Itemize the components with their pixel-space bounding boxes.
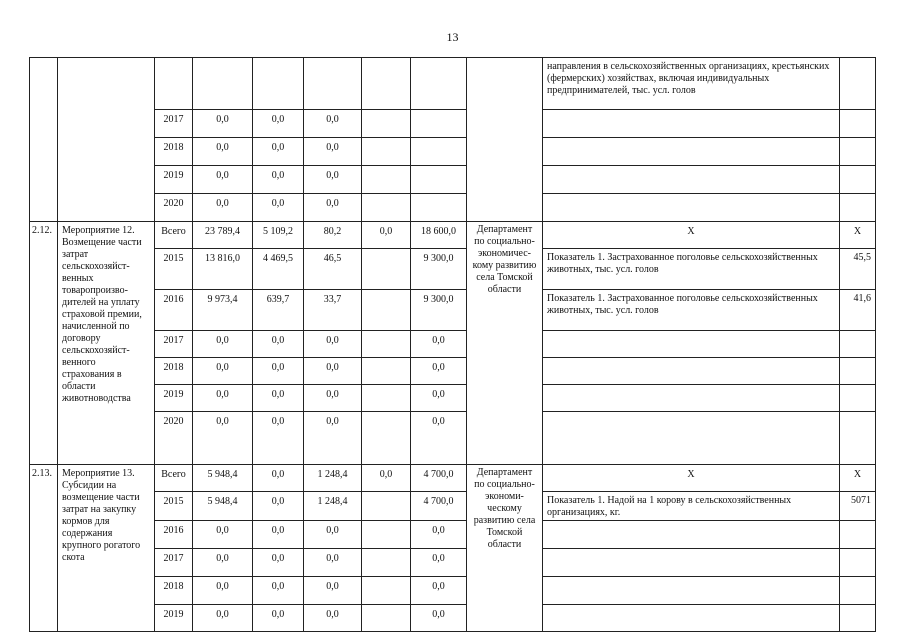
indicator-cell [543,358,840,385]
indicator-value: 45,5 [840,249,876,290]
value-cell: 0,0 [304,194,362,222]
value-cell: 0,0 [304,166,362,194]
year-cell: Всего [155,465,193,492]
value-cell [362,577,411,605]
indicator-cell [543,331,840,358]
indicator-cell [543,412,840,465]
value-cell: 0,0 [411,577,467,605]
value-cell: 0,0 [253,492,304,521]
table-row [30,138,876,166]
value-cell [362,290,411,331]
table-row [30,358,876,385]
value-cell: 0,0 [253,194,304,222]
value-cell: 0,0 [193,605,253,632]
year-cell: 2015 [155,492,193,521]
value-cell: 0,0 [304,331,362,358]
value-cell: 5 109,2 [253,222,304,249]
table-row [30,521,876,549]
value-cell: 5 948,4 [193,492,253,521]
value-cell: 0,0 [253,138,304,166]
indicator-value: X [840,465,876,492]
value-cell: 0,0 [304,385,362,412]
value-cell: 0,0 [304,605,362,632]
value-cell: 0,0 [411,521,467,549]
value-cell: 0,0 [253,358,304,385]
year-cell: 2019 [155,385,193,412]
value-cell [362,358,411,385]
indicator-value [840,605,876,632]
indicator-cell [543,521,840,549]
indicator-cell [543,577,840,605]
table-row [30,492,876,521]
indicator-value: 5071 [840,492,876,521]
table-row [30,465,876,492]
measure-number: 2.12. [30,222,58,465]
value-cell: 0,0 [362,465,411,492]
indicator-value [840,412,876,465]
indicator-cell: X [543,465,840,492]
value-cell: 0,0 [304,549,362,577]
value-cell [362,521,411,549]
measure-name: Мероприятие 12. Возмещение части затрат сельскохозяйст-венных товаропроизво-дителей на уплату страховой премии, начисленной по договору сельскохозяйст-венного страхования в области животноводства [58,222,155,465]
value-cell: 0,0 [304,358,362,385]
table-row [30,222,876,249]
value-cell [362,605,411,632]
value-cell: 4 700,0 [411,465,467,492]
indicator-cell [543,605,840,632]
indicator-value: X [840,222,876,249]
program-table [29,57,876,632]
year-cell: 2018 [155,138,193,166]
value-cell: 0,0 [253,605,304,632]
indicator-cell: Показатель 1. Застрахованное поголовье сельскохозяйственных животных, тыс. усл. голов [543,290,840,331]
value-cell: 0,0 [253,110,304,138]
table-row [30,166,876,194]
value-cell: 0,0 [193,577,253,605]
table-row [30,290,876,331]
value-cell: 0,0 [193,138,253,166]
indicator-cell: Показатель 1. Надой на 1 корову в сельскохозяйственных организациях, кг. [543,492,840,521]
num-cell [30,58,58,222]
table-row [30,331,876,358]
year-cell: Всего [155,222,193,249]
value-cell: 0,0 [304,412,362,465]
value-cell: 0,0 [193,166,253,194]
value-cell: 80,2 [304,222,362,249]
name-cell [58,58,155,222]
table-row [30,412,876,465]
table-row [30,605,876,632]
indicator-value [840,521,876,549]
value-cell [362,385,411,412]
indicator-cell [543,385,840,412]
department-cell: Департамент по социально-экономичес-кому развитию села Томской области [467,222,543,465]
value-cell [362,549,411,577]
year-cell: 2016 [155,290,193,331]
value-cell: 0,0 [411,358,467,385]
value-cell: 0,0 [253,577,304,605]
value-cell: 0,0 [253,465,304,492]
year-cell: 2020 [155,194,193,222]
value-cell: 0,0 [304,110,362,138]
table-row [30,249,876,290]
department-cell: Департамент по социально-экономи-ческому развитию села Томской области [467,465,543,632]
value-cell: 0,0 [193,385,253,412]
year-cell: 2020 [155,412,193,465]
value-cell: 0,0 [193,358,253,385]
table-row [30,577,876,605]
indicator-value [840,331,876,358]
value-cell: 0,0 [193,521,253,549]
value-cell: 639,7 [253,290,304,331]
value-cell: 0,0 [193,549,253,577]
value-cell: 5 948,4 [193,465,253,492]
value-cell: 23 789,4 [193,222,253,249]
value-cell: 0,0 [304,138,362,166]
value-cell: 33,7 [304,290,362,331]
year-cell: 2017 [155,110,193,138]
value-cell [362,249,411,290]
year-cell: 2019 [155,605,193,632]
value-cell: 13 816,0 [193,249,253,290]
value-cell: 18 600,0 [411,222,467,249]
value-cell: 0,0 [253,521,304,549]
indicator-cell: Показатель 1. Застрахованное поголовье сельскохозяйственных животных, тыс. усл. голов [543,249,840,290]
value-cell: 0,0 [411,331,467,358]
indicator-value [840,577,876,605]
table-row [30,58,876,110]
value-cell: 4 700,0 [411,492,467,521]
value-cell [362,331,411,358]
value-cell: 0,0 [193,412,253,465]
year-cell: 2016 [155,521,193,549]
value-cell: 0,0 [253,331,304,358]
indicator-cell: X [543,222,840,249]
value-cell: 0,0 [304,577,362,605]
value-cell: 1 248,4 [304,492,362,521]
value-cell: 9 300,0 [411,249,467,290]
value-cell: 0,0 [362,222,411,249]
indicator-value [840,385,876,412]
dept-cell [467,58,543,222]
value-cell: 9 300,0 [411,290,467,331]
value-cell: 46,5 [304,249,362,290]
value-cell: 0,0 [253,412,304,465]
table-row [30,110,876,138]
year-cell: 2018 [155,358,193,385]
indicator-cell [543,549,840,577]
measure-name: Мероприятие 13. Субсидии на возмещение части затрат на закупку кормов для содержания крупного рогатого скота [58,465,155,632]
indicator-cell: направления в сельскохозяйственных организациях, крестьянских (фермерских) хозяйствах, включая индивидуальных предпринимателей, тыс. усл. голов [543,58,840,110]
value-cell: 0,0 [304,521,362,549]
value-cell: 0,0 [253,385,304,412]
year-cell: 2015 [155,249,193,290]
value-cell: 0,0 [411,412,467,465]
year-cell: 2018 [155,577,193,605]
year-cell: 2017 [155,549,193,577]
page-number: 13 [446,30,459,44]
value-cell: 0,0 [253,549,304,577]
value-cell: 9 973,4 [193,290,253,331]
table-row [30,194,876,222]
indicator-value: 41,6 [840,290,876,331]
value-cell: 0,0 [193,331,253,358]
value-cell [362,412,411,465]
indicator-value [840,549,876,577]
year-cell: 2017 [155,331,193,358]
value-cell: 0,0 [411,605,467,632]
table-row [30,385,876,412]
table-row [30,549,876,577]
value-cell: 1 248,4 [304,465,362,492]
year-cell: 2019 [155,166,193,194]
indicator-value [840,358,876,385]
value-cell [362,492,411,521]
value-cell: 0,0 [193,194,253,222]
value-cell: 0,0 [411,549,467,577]
value-cell: 0,0 [193,110,253,138]
value-cell: 4 469,5 [253,249,304,290]
value-cell: 0,0 [411,385,467,412]
value-cell: 0,0 [253,166,304,194]
measure-number: 2.13. [30,465,58,632]
